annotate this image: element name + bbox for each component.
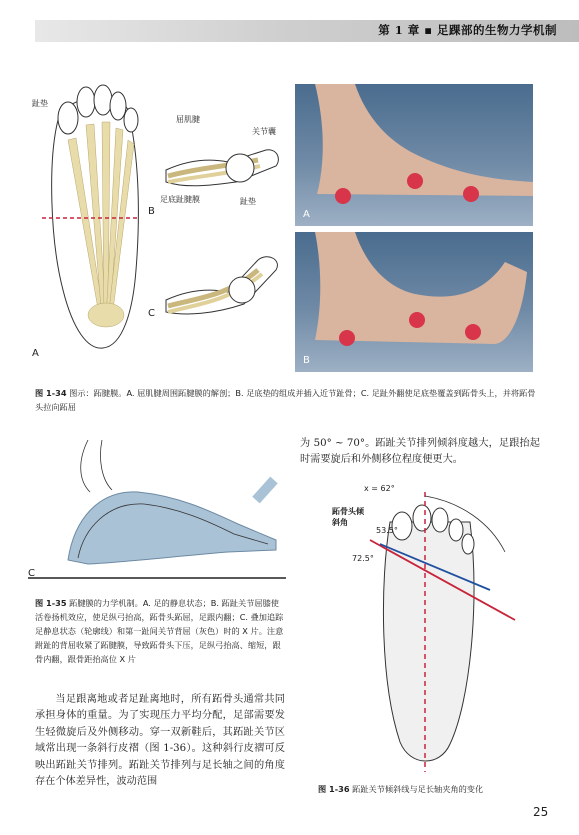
- fig135-caption-text: 跖腱膜的力学机制。A. 足的静息状态；B. 跖趾关节屈膝使活卷扬机效应，使足纵弓抬高，跖骨头跖屈，足跟内翻；C. 叠加追踪足静息状态（轮廓线）和第一趾间关节背屈（灰色）时的 X 片。注意跗趾的背屈收紧了跖腱膜，导致跖骨头下压，足纵弓抬高、缩短，跟骨内翻，跟骨距抬高位 X 片: [35, 598, 284, 664]
- label-flexor-tendon: 屈肌腱: [176, 115, 200, 124]
- fig135-caption-label: 图 1-35: [35, 598, 67, 608]
- label-joint-capsule: 关节囊: [252, 127, 276, 136]
- pressure-marker-mid: [407, 173, 423, 189]
- photo-a-letter: A: [303, 209, 310, 220]
- photo-foot-a: [295, 84, 533, 226]
- fig134-panel-b: [148, 110, 288, 215]
- fig135-letter-c: C: [28, 568, 35, 579]
- angle-1-label: 53.5°: [376, 526, 398, 535]
- photo-b-letter: B: [303, 355, 310, 366]
- foot-plantar-illustration: [28, 80, 158, 365]
- label-toe-pad-b: 趾垫: [240, 197, 256, 206]
- angle-title-label: 跖骨头倾斜角: [332, 507, 364, 527]
- fig134-letter-a: A: [32, 348, 39, 359]
- fig136-caption-text: 跖趾关节倾斜线与足长轴夹角的变化: [352, 784, 484, 794]
- pressure-marker-heel: [335, 188, 351, 204]
- label-plantar-plate: 足底趾腱膜: [160, 195, 200, 204]
- fig136-caption-label: 图 1-36: [318, 784, 350, 794]
- fig134-panel-a: [28, 80, 158, 365]
- fig135-caption: [35, 596, 285, 666]
- foot-xray-overlay: [28, 440, 286, 588]
- joint-lateral-c-illustration: [148, 238, 288, 328]
- label-toe-pad: 趾垫: [32, 99, 48, 108]
- pressure-marker-metatarsal: [463, 186, 479, 202]
- fig134-letter-c: C: [148, 308, 155, 319]
- fig136-drawing: [330, 482, 530, 772]
- fig134-panel-c: [148, 238, 288, 328]
- page-number: 25: [533, 805, 549, 819]
- right-column-text: 为 50° ~ 70°。跖趾关节排列倾斜度越大，足跟抬起时需要旋后和外侧移位程度便更大。: [300, 438, 540, 466]
- angle-x-label: x = 62°: [364, 484, 395, 493]
- fig134-letter-b: B: [148, 206, 155, 217]
- fig135-drawing: [28, 440, 286, 588]
- fig134-caption: [35, 386, 540, 414]
- body-paragraph: 当足跟离地或者足趾离地时，所有跖骨头通常共同承担身体的重量。为了实现压力平均分配，足部需要发生轻微旋后及外侧移动。穿一双新鞋后，其跖趾关节区域常出现一条斜行皮褶（图 1-36）。这种斜行皮褶可反映出跖趾关节排列。跖趾关节排列与足长轴之间的角度存在个体差异性，波动范围: [35, 694, 285, 788]
- fig134-caption-label: 图 1-34: [35, 388, 67, 398]
- fig134-caption-text: 图示：跖腱膜。A. 屈肌腱周围跖腱膜的解剖；B. 足底垫的组成并插入近节趾骨；C. 足趾外翻使足底垫覆盖到跖骨头上，并将跖骨头拉向跖屈: [35, 388, 536, 412]
- fig136-caption: [318, 782, 548, 796]
- photo-foot-b: [295, 232, 533, 372]
- chapter-title: 第 1 章 ▪ 足踝部的生物力学机制: [378, 23, 557, 37]
- angle-2-label: 72.5°: [352, 554, 374, 563]
